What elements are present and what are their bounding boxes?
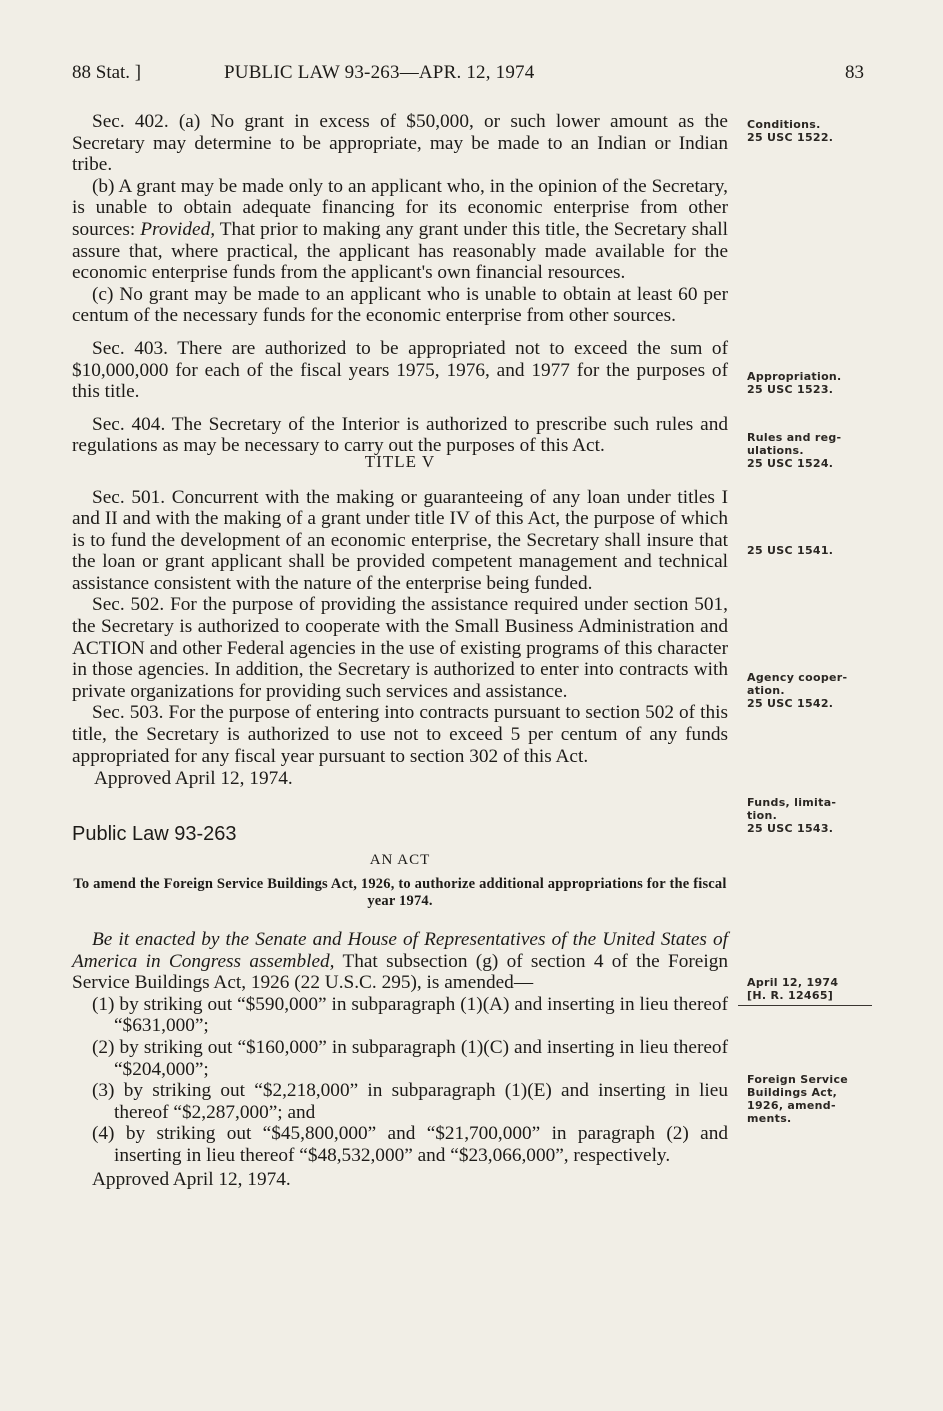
section-402-b bbox=[72, 176, 728, 284]
act-caption: To amend the Foreign Service Buildings Act, 1926, to authorize additional appropriations for the fiscal year 1974. bbox=[73, 876, 727, 909]
volume-label: 88 Stat. ] bbox=[72, 62, 142, 83]
section-402-a: Sec. 402. (a) No grant in excess of $50,000, or such lower amount as the Secretary may determine to be appropriate, may be made to an Indian or Indian tribe. bbox=[72, 111, 728, 176]
margin-note-conditions bbox=[747, 118, 872, 144]
page-number: 83 bbox=[845, 62, 864, 83]
margin-note-line: 1926, amend- bbox=[747, 1099, 836, 1112]
margin-note-line: Agency cooper- bbox=[747, 671, 848, 684]
section-402-c: (c) No grant may be made to an applicant who is unable to obtain at least 60 per centum of the necessary funds for the economic enterprise from other sources. bbox=[72, 283, 728, 327]
margin-note-line: Foreign Service bbox=[747, 1073, 849, 1086]
margin-note-appropriation bbox=[747, 370, 872, 396]
margin-note-line: 25 USC 1542. bbox=[747, 697, 834, 710]
margin-note-funds bbox=[747, 796, 872, 835]
margin-note-line: ulations. bbox=[747, 444, 804, 457]
running-header bbox=[72, 62, 872, 88]
margin-rule bbox=[738, 1005, 872, 1006]
margin-note-line: 25 USC 1543. bbox=[747, 822, 834, 835]
margin-note-agency bbox=[747, 671, 872, 710]
public-law-heading: Public Law 93-263 bbox=[72, 822, 237, 845]
amendment-3: (3) by striking out “$2,218,000” in subparagraph (1)(E) and inserting in lieu thereof “$2,287,000”; and bbox=[92, 1080, 728, 1123]
main-text bbox=[72, 111, 728, 1190]
margin-note-foreign-service bbox=[747, 1073, 872, 1125]
margin-note-line: 25 USC 1523. bbox=[747, 383, 834, 396]
enacting-clause bbox=[72, 929, 728, 994]
margin-note-line: 25 USC 1522. bbox=[747, 131, 834, 144]
margin-note-line: 25 USC 1541. bbox=[747, 544, 834, 557]
section-402-b-text: (b) A grant may be made only to an applicant who, in the opinion of the Secretary, is unable to obtain adequate financing for its economic enterprise from other sources: bbox=[72, 175, 728, 240]
enacting-text: That subsection (g) of section 4 of the Foreign Service Buildings Act, 1926 (22 U.S.C. 295), is amended— bbox=[72, 950, 728, 994]
margin-note-line: Buildings Act, bbox=[747, 1086, 838, 1099]
margin-note-line: ments. bbox=[747, 1112, 792, 1125]
margin-note-line: tion. bbox=[747, 809, 778, 822]
section-404: Sec. 404. The Secretary of the Interior is authorized to prescribe such rules and regulations as may be necessary to carry out the purposes of this Act. bbox=[72, 413, 728, 457]
approved-date-1: Approved April 12, 1974. bbox=[94, 768, 293, 790]
margin-note-line: 25 USC 1524. bbox=[747, 457, 834, 470]
margin-note-line: Funds, limita- bbox=[747, 796, 837, 809]
margin-note-rules bbox=[747, 431, 872, 470]
section-503: Sec. 503. For the purpose of entering into contracts pursuant to section 502 of this title, the Secretary is authorized to use not to exceed 5 per centum of any funds appropriated for any fiscal year pursuant to section 302 of this Act. bbox=[72, 702, 728, 767]
margin-note-line: April 12, 1974 bbox=[747, 976, 839, 989]
margin-note-line: [H. R. 12465] bbox=[747, 989, 834, 1002]
margin-note-line: Rules and reg- bbox=[747, 431, 842, 444]
section-501: Sec. 501. Concurrent with the making or guaranteeing of any loan under titles I and II and with the making of a grant under title IV of this Act, the purpose of which is to fund the development of an economic enterprise, the Secretary shall insure that the loan or grant applicant shall be provided competent management and technical assistance consistent with the nature of the enterprise being funded. bbox=[72, 486, 728, 594]
enacting-formula: Be it enacted by the Senate and House of Representatives of the United States of America in Congress assembled, bbox=[72, 929, 728, 972]
approved-date-2: Approved April 12, 1974. bbox=[92, 1168, 291, 1190]
margin-note-line: ation. bbox=[747, 684, 785, 697]
amendment-1: (1) by striking out “$590,000” in subparagraph (1)(A) and inserting in lieu thereof “$631,000”; bbox=[92, 993, 728, 1037]
margin-note-bill bbox=[747, 976, 872, 1002]
amendment-4: (4) by striking out “$45,800,000” and “$21,700,000” in paragraph (2) and inserting in lieu thereof “$48,532,000” and “$23,066,000”, respectively. bbox=[92, 1123, 728, 1166]
margin-note-line: Appropriation. bbox=[747, 370, 842, 383]
provided-italic: Provided, bbox=[140, 218, 216, 240]
title-v-heading: TITLE V bbox=[364, 451, 436, 471]
section-402-b-proviso: That prior to making any grant under this title, the Secretary shall assure that, where practical, the applicant has reasonably made available for the economic enterprise funds from the applicant's own financial resources. bbox=[72, 218, 728, 284]
page-title: PUBLIC LAW 93-263—APR. 12, 1974 bbox=[224, 62, 535, 83]
an-act-heading: AN ACT bbox=[369, 852, 431, 869]
margin-note-line: Conditions. bbox=[747, 118, 821, 131]
margin-note-1541 bbox=[747, 544, 872, 557]
section-403: Sec. 403. There are authorized to be appropriated not to exceed the sum of $10,000,000 for each of the fiscal years 1975, 1976, and 1977 for the purposes of this title. bbox=[72, 337, 728, 403]
amendment-2: (2) by striking out “$160,000” in subparagraph (1)(C) and inserting in lieu thereof “$204,000”; bbox=[92, 1036, 728, 1080]
section-502: Sec. 502. For the purpose of providing the assistance required under section 501, the Secretary is authorized to cooperate with the Small Business Administration and ACTION and other Federal agencies in the use of existing programs of this character in those agencies. In addition, the Secretary is authorized to enter into contracts with private organizations for providing such services and assistance. bbox=[72, 594, 728, 702]
